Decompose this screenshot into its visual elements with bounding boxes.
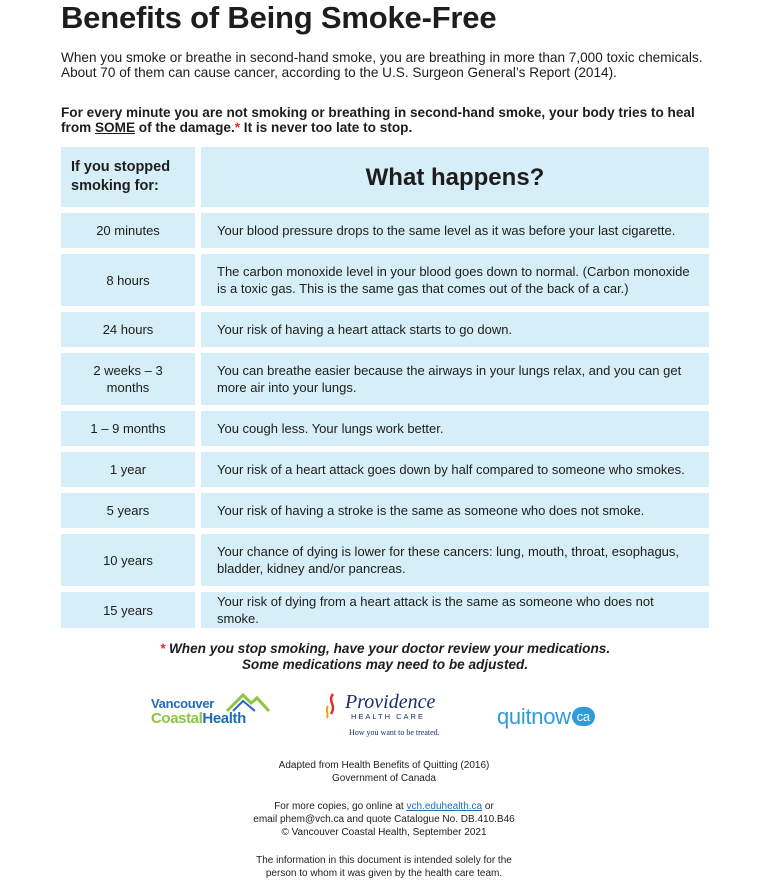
- table-row: [61, 213, 709, 248]
- disclaimer: [0, 854, 768, 880]
- vch-line1: Vancouver: [151, 696, 215, 711]
- row-time: 15 years: [61, 592, 195, 628]
- providence-sub: HEALTH CARE: [351, 712, 425, 721]
- table-row: [61, 592, 709, 628]
- row-effect: Your risk of having a heart attack starts to go down.: [201, 312, 709, 347]
- header-time: If you stopped smoking for:: [61, 147, 195, 207]
- row-effect: The carbon monoxide level in your blood goes down to normal. (Carbon monoxide is a toxic gas. This is the same gas that comes out of the back of a car.): [201, 254, 709, 306]
- row-effect: Your chance of dying is lower for these cancers: lung, mouth, throat, esophagus, bladder, kidney and/or pancreas.: [201, 534, 709, 586]
- page-title: Benefits of Being Smoke-Free: [61, 0, 497, 35]
- vch-health: Health: [202, 710, 246, 727]
- providence-tagline: How you want to be treated.: [349, 728, 440, 737]
- copies-post: or: [482, 801, 494, 812]
- table-row: [61, 254, 709, 306]
- email-line: email phem@vch.ca and quote Catalogue No. DB.410.B46: [253, 814, 515, 825]
- emphasis-part3: It is never too late to stop.: [240, 120, 413, 135]
- benefits-table: [61, 147, 709, 634]
- row-time: 1 – 9 months: [61, 411, 195, 446]
- table-row: [61, 353, 709, 405]
- vch-coastal: Coastal: [151, 710, 203, 727]
- adapted-line1: Adapted from Health Benefits of Quitting (2016): [278, 760, 490, 771]
- table-row: [61, 312, 709, 347]
- note-line1: When you stop smoking, have your doctor review your medications.: [165, 641, 611, 656]
- quitnow-ca-badge: ca: [572, 707, 595, 726]
- vancouver-coastal-health-logo: [151, 697, 246, 726]
- table-row: [61, 493, 709, 528]
- row-effect: Your blood pressure drops to the same level as it was before your last cigarette.: [201, 213, 709, 248]
- quitnow-logo: [497, 704, 595, 730]
- copies-info: [0, 800, 768, 839]
- header-what-happens: What happens?: [201, 147, 709, 207]
- mountain-icon: [225, 691, 271, 713]
- quitnow-text: quitnow: [497, 704, 571, 729]
- row-effect: Your risk of a heart attack goes down by half compared to someone who smokes.: [201, 452, 709, 487]
- table-row: [61, 452, 709, 487]
- row-effect: You cough less. Your lungs work better.: [201, 411, 709, 446]
- emphasis-paragraph: [61, 105, 709, 135]
- row-time: 5 years: [61, 493, 195, 528]
- row-time: 24 hours: [61, 312, 195, 347]
- note-asterisk: *: [159, 641, 166, 656]
- copies-pre: For more copies, go online at: [274, 801, 407, 812]
- intro-paragraph: When you smoke or breathe in second-hand smoke, you are breathing in more than 7,000 toxic chemicals. About 70 of them can cause cancer, according to the U.S. Surgeon General’s Report (2014).: [61, 50, 703, 80]
- medication-note: [61, 641, 709, 673]
- table-row: [61, 534, 709, 586]
- providence-flame-icon: [323, 692, 343, 722]
- emphasis-underlined: SOME: [94, 120, 136, 135]
- row-effect: Your risk of having a stroke is the same as someone who does not smoke.: [201, 493, 709, 528]
- logo-bar: [0, 690, 768, 745]
- disclaimer-line1: The information in this document is intended solely for the: [256, 855, 512, 866]
- table-row: [61, 411, 709, 446]
- copyright-line: © Vancouver Coastal Health, September 2021: [281, 827, 487, 838]
- providence-name: Providence: [345, 691, 436, 713]
- disclaimer-line2: person to whom it was given by the health care team.: [265, 868, 503, 879]
- providence-health-care-logo: [323, 692, 448, 737]
- row-time: 20 minutes: [61, 213, 195, 248]
- row-time: 1 year: [61, 452, 195, 487]
- asterisk-marker: *: [234, 120, 241, 135]
- row-time: 8 hours: [61, 254, 195, 306]
- emphasis-part1: For every minute you are not smoking or breathing in second-hand smoke, your body tries to heal from: [61, 105, 695, 135]
- adapted-from: [0, 759, 768, 785]
- row-time: 10 years: [61, 534, 195, 586]
- table-header-row: [61, 147, 709, 207]
- emphasis-part2: of the damage.: [135, 120, 235, 135]
- adapted-line2: Government of Canada: [332, 773, 436, 784]
- note-line2: Some medications may need to be adjusted.: [241, 657, 529, 672]
- row-effect: Your risk of dying from a heart attack is the same as someone who does not smoke.: [201, 592, 709, 628]
- row-time: 2 weeks – 3 months: [61, 353, 195, 405]
- eduhealth-link[interactable]: vch.eduhealth.ca: [406, 801, 483, 812]
- row-effect: You can breathe easier because the airways in your lungs relax, and you can get more air into your lungs.: [201, 353, 709, 405]
